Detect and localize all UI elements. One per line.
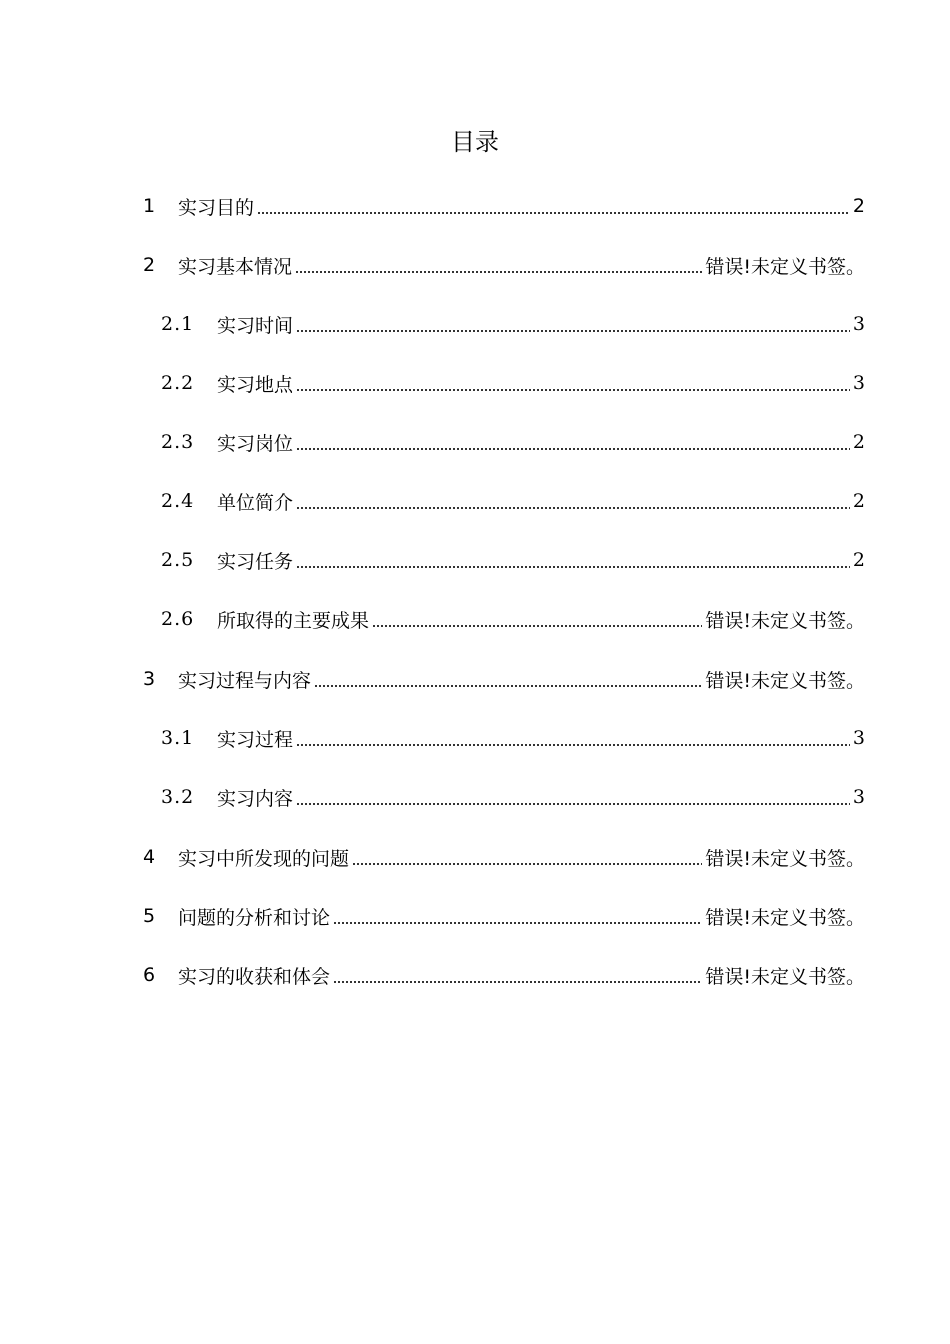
toc-entry-number: 2.4 xyxy=(161,490,195,512)
toc-entry-number: 2 xyxy=(143,254,156,276)
toc-entry[interactable] xyxy=(143,840,865,874)
toc-leader xyxy=(314,685,702,687)
toc-entry-number: 5 xyxy=(143,905,156,927)
toc-leader xyxy=(296,507,850,509)
toc-entry-title: 实习中所发现的问题 xyxy=(178,847,350,870)
toc-entry-number: 1 xyxy=(143,195,156,217)
toc-entry-page: 错误!未定义书签。 xyxy=(705,847,865,870)
toc-entry-number: 6 xyxy=(143,964,156,986)
toc-leader xyxy=(295,271,702,273)
toc-entry-page: 2 xyxy=(852,431,865,453)
toc-leader xyxy=(296,744,850,746)
toc-leader xyxy=(352,863,702,865)
toc-leader xyxy=(296,330,850,332)
toc-leader xyxy=(296,803,850,805)
toc-entry-title: 问题的分析和讨论 xyxy=(178,906,331,929)
toc-entry-page: 2 xyxy=(852,490,865,512)
toc-entry-number: 2.5 xyxy=(161,549,195,571)
toc-entry[interactable] xyxy=(143,662,865,696)
toc-entry[interactable] xyxy=(161,366,865,400)
toc-entry-page: 错误!未定义书签。 xyxy=(705,609,865,632)
toc-entry-number: 2.2 xyxy=(161,372,195,394)
toc-entry-page: 3 xyxy=(852,786,865,808)
toc-entry[interactable] xyxy=(143,899,865,933)
toc-leader xyxy=(257,212,850,214)
toc-entry-page: 错误!未定义书签。 xyxy=(705,669,865,692)
toc-entry[interactable] xyxy=(161,543,865,577)
toc-leader xyxy=(296,389,850,391)
toc-entry-number: 2.3 xyxy=(161,431,195,453)
toc-title: 目录 xyxy=(451,128,499,156)
toc-entry[interactable] xyxy=(161,307,865,341)
toc-leader xyxy=(296,448,850,450)
toc-entry[interactable] xyxy=(143,958,865,992)
toc-entry-title: 单位简介 xyxy=(217,491,294,514)
toc-entry[interactable] xyxy=(161,721,865,755)
toc-entry[interactable] xyxy=(161,602,865,636)
toc-entry-page: 3 xyxy=(852,372,865,394)
toc-entry-title: 实习岗位 xyxy=(217,432,294,455)
toc-entry-title: 实习目的 xyxy=(178,196,255,219)
toc-entry-title: 实习时间 xyxy=(217,314,294,337)
toc-entry[interactable] xyxy=(143,248,865,282)
toc-entry-title: 所取得的主要成果 xyxy=(217,609,370,632)
toc-leader xyxy=(333,981,702,983)
toc-entry-title: 实习基本情况 xyxy=(178,255,293,278)
toc-entry-number: 3.1 xyxy=(161,727,195,749)
toc-entry[interactable] xyxy=(143,189,865,223)
toc-entry-title: 实习过程与内容 xyxy=(178,669,312,692)
toc-leader xyxy=(333,922,702,924)
toc-entry-title: 实习内容 xyxy=(217,787,294,810)
toc-entry[interactable] xyxy=(161,484,865,518)
toc-entry-title: 实习过程 xyxy=(217,728,294,751)
toc-entry-page: 错误!未定义书签。 xyxy=(705,965,865,988)
toc-entry-page: 错误!未定义书签。 xyxy=(705,255,865,278)
toc-entry-number: 4 xyxy=(143,846,156,868)
toc-entry-title: 实习地点 xyxy=(217,373,294,396)
toc-entry-page: 2 xyxy=(852,549,865,571)
toc-leader xyxy=(296,566,850,568)
toc-entry-number: 3.2 xyxy=(161,786,195,808)
toc-entry-title: 实习的收获和体会 xyxy=(178,965,331,988)
toc-entry-page: 2 xyxy=(852,195,865,217)
toc-entry-title: 实习任务 xyxy=(217,550,294,573)
toc-entry-number: 2.1 xyxy=(161,313,195,335)
toc-entry[interactable] xyxy=(161,780,865,814)
toc-entry-page: 3 xyxy=(852,727,865,749)
toc-entry-page: 3 xyxy=(852,313,865,335)
toc-entry-page: 错误!未定义书签。 xyxy=(705,906,865,929)
toc-entry[interactable] xyxy=(161,425,865,459)
toc-entry-number: 2.6 xyxy=(161,608,195,630)
toc-leader xyxy=(372,625,702,627)
toc-entry-number: 3 xyxy=(143,668,156,690)
